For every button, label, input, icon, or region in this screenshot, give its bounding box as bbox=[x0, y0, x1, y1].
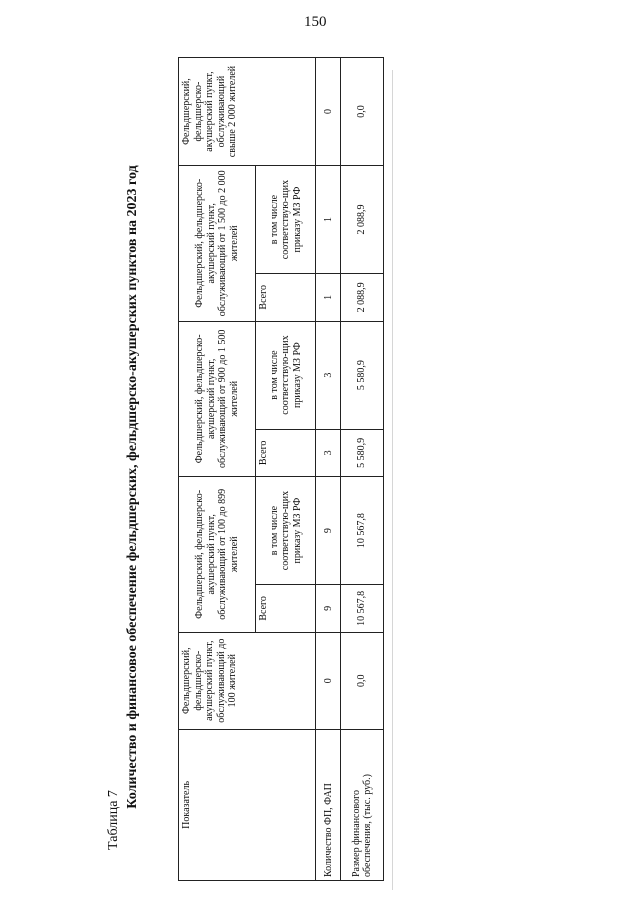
table-cell: 0 bbox=[316, 58, 341, 166]
subheader-total: Всего bbox=[256, 585, 316, 633]
table-cell: 5 580,9 bbox=[341, 321, 384, 429]
fap-table bbox=[178, 57, 384, 881]
group-header-2: Фельдшерский, фельдшерско-акушерский пункт, обслуживающий от 100 до 899 жителей bbox=[179, 477, 256, 633]
page-number: 150 bbox=[304, 14, 327, 30]
table-cell: 5 580,9 bbox=[341, 429, 384, 477]
header-row-1 bbox=[179, 58, 256, 881]
table-row bbox=[341, 58, 384, 881]
table-cell: 3 bbox=[316, 321, 341, 429]
subheader-compliant: в том числе соответствую-щих приказу МЗ РФ bbox=[256, 321, 316, 429]
subheader-compliant: в том числе соответствую-щих приказу МЗ РФ bbox=[256, 477, 316, 585]
table-cell: 1 bbox=[316, 166, 341, 274]
table-cell: 10 567,8 bbox=[341, 585, 384, 633]
rotated-table-box bbox=[178, 57, 384, 881]
table-label: Таблица 7 bbox=[106, 790, 121, 850]
subheader-compliant: в том числе соответствую-щих приказу МЗ РФ bbox=[256, 166, 316, 274]
row-label: Размер финансового обеспечения, (тыс. руб.) bbox=[341, 729, 384, 880]
scan-edge-line bbox=[392, 70, 393, 890]
group-header-3: Фельдшерский, фельдшерско-акушерский пункт, обслуживающий от 900 до 1 500 жителей bbox=[179, 321, 256, 477]
table-cell: 0,0 bbox=[341, 632, 384, 729]
table-cell: 0,0 bbox=[341, 58, 384, 166]
subheader-total: Всего bbox=[256, 274, 316, 322]
table-row bbox=[316, 58, 341, 881]
table-cell: 3 bbox=[316, 429, 341, 477]
table-cell: 9 bbox=[316, 477, 341, 585]
group-header-4: Фельдшерский, фельдшерско-акушерский пункт, обслуживающий от 1 500 до 2 000 жителей bbox=[179, 166, 256, 322]
table-cell: 2 088,9 bbox=[341, 274, 384, 322]
table-cell: 2 088,9 bbox=[341, 166, 384, 274]
indicator-header: Показатель bbox=[179, 729, 316, 880]
group-header-5: Фельдшерский, фельдшерско-акушерский пункт, обслуживающий свыше 2 000 жителей bbox=[179, 58, 316, 166]
group-header-1: Фельдшерский, фельдшерско-акушерский пункт, обслуживающий до 100 жителей bbox=[179, 632, 316, 729]
subheader-total: Всего bbox=[256, 429, 316, 477]
table-title: Количество и финансовое обеспечение фельдшерских, фельдшерско-акушерских пунктов на 2023 год bbox=[125, 165, 140, 809]
table-cell: 0 bbox=[316, 632, 341, 729]
table-container bbox=[178, 57, 384, 881]
table-cell: 1 bbox=[316, 274, 341, 322]
table-cell: 10 567,8 bbox=[341, 477, 384, 585]
row-label: Количество ФП, ФАП bbox=[316, 729, 341, 880]
table-cell: 9 bbox=[316, 585, 341, 633]
